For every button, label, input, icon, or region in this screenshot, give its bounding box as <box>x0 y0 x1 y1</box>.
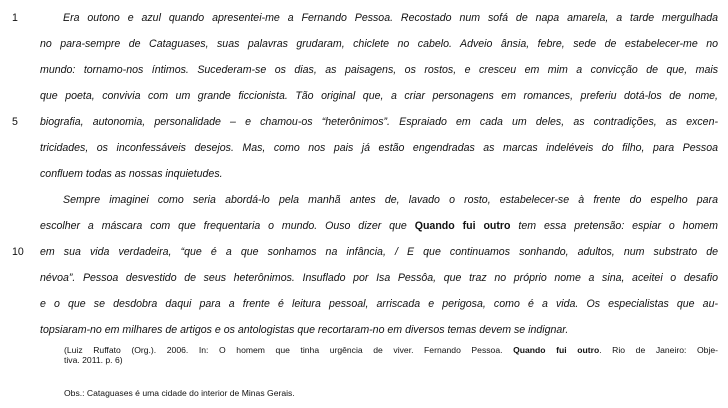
citation-text: . Rio de Janeiro: Obje- <box>599 345 718 355</box>
text-line: no para-sempre de Cataguases, suas palavras grudaram, chiclete no cabelo. Adveio ânsia, febre, sede de estabelecer-me no <box>40 38 718 50</box>
citation-line <box>64 345 718 355</box>
text-line: biografia, autonomia, personalidade – e chamou-os “heterônimos”. Espraiado em cada um deles, as contradições, as excen- <box>40 116 718 128</box>
book-title: Quando fui outro <box>414 220 511 232</box>
text-line: em sua vida verdadeira, “que é a que sonhamos na infância, / E que continuamos sonhando, adultos, num substrato de <box>40 246 718 258</box>
text-line: topsiaram-no em milhares de artigos e os antologistas que recortaram-no em diversos temas devem se indignar. <box>40 324 569 336</box>
text-line: névoa”. Pessoa desvestido de seus heterônimos. Insuflado por Isa Pessôa, que traz no próprio nome a sina, aceitei o desafio <box>40 272 718 284</box>
source-citation <box>64 345 718 365</box>
text-line: confluem todas as nossas inquietudes. <box>40 168 223 180</box>
text-line: que poeta, convivia com um grande ficcionista. Tão original que, a criar personagens em romances, preferiu dotá-los de nome, <box>40 90 718 102</box>
text-line <box>40 220 718 233</box>
line-number-5: 5 <box>12 116 18 128</box>
text-line: Sempre imaginei como seria abordá-lo pela manhã antes de, lavado o rosto, estabelecer-se à frente do espelho para <box>63 194 718 206</box>
line-number-10: 10 <box>12 246 24 258</box>
citation-title: Quando fui outro <box>513 345 600 355</box>
citation-text: (Luiz Ruffato (Org.). 2006. In: O homem que tinha urgência de viver. Fernando Pessoa. <box>64 345 514 355</box>
citation-line: tiva. 2011. p. 6) <box>64 355 123 365</box>
text-segment: tem essa pretensão: espiar o homem <box>510 220 718 232</box>
text-line: e o que se desdobra daqui para a frente é leitura pessoal, arriscada e perigosa, como é a vida. Os especialistas que au- <box>40 298 718 310</box>
text-segment: escolher a máscara com que frequentaria o mundo. Ouso dizer que <box>40 220 415 232</box>
footnote-obs: Obs.: Cataguases é uma cidade do interior de Minas Gerais. <box>64 388 295 398</box>
text-line: tricidades, os inconfessáveis desejos. Mas, como nos pais já estão engendradas as marcas indeléveis do filho, para Pessoa <box>40 142 718 154</box>
line-number-1: 1 <box>12 12 18 24</box>
text-line: Era outono e azul quando apresentei-me a Fernando Pessoa. Recostado num sofá de napa amarela, a tarde mergulhada <box>63 12 718 24</box>
text-line: mundo: tornamo-nos íntimos. Sucederam-se os dias, as paisagens, os rostos, e cresceu em mim a convicção de que, mais <box>40 64 718 76</box>
